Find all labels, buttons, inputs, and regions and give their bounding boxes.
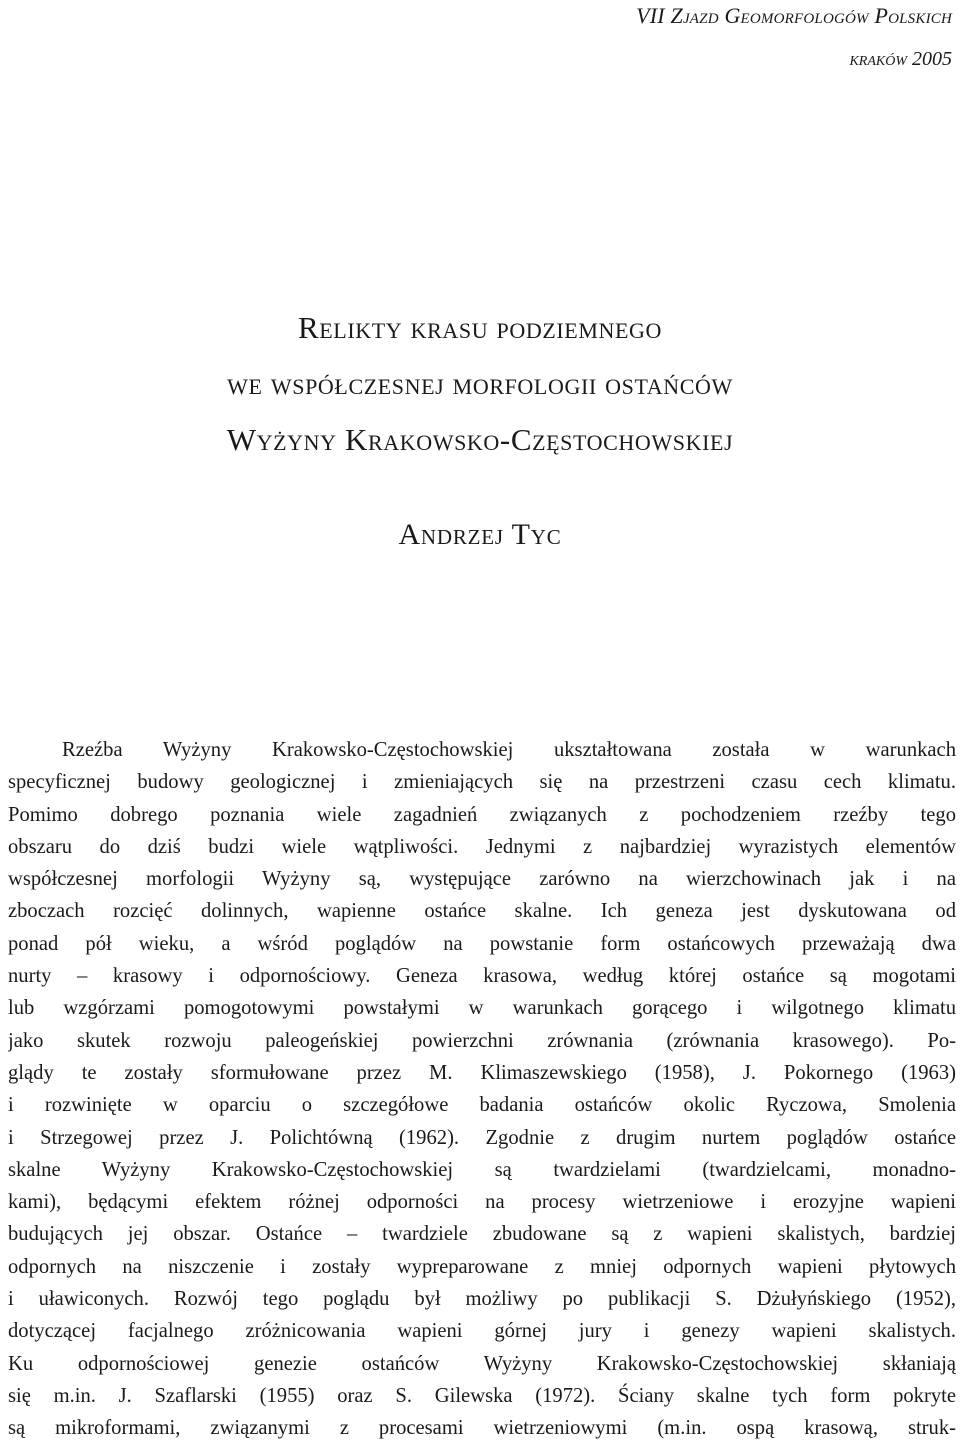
- abstract-line: ponad pół wieku, a wśród poglądów na powstanie form ostańcowych przeważają dwa: [8, 932, 956, 955]
- abstract-line: współczesnej morfologii Wyżyny są, występujące zarówno na wierzchowinach jak i na: [8, 868, 956, 891]
- abstract-line: nurty – krasowy i odpornościowy. Geneza krasowa, według której ostańce są mogotami: [8, 965, 956, 988]
- conference-place-year: kraków 2005: [849, 48, 952, 70]
- abstract-line: zboczach rozcięć dolinnych, wapienne ostańce skalne. Ich geneza jest dyskutowana od: [8, 900, 956, 923]
- abstract-line: kami), będącymi efektem różnej odporności na procesy wietrzeniowe i erozyjne wapieni: [8, 1191, 956, 1214]
- abstract-body: [8, 734, 956, 1445]
- abstract-line: są mikroformami, związanymi z procesami wietrzeniowymi (m.in. ospą krasową, struk-: [8, 1417, 956, 1440]
- author-name: Andrzej Tyc: [398, 518, 562, 551]
- abstract-line: skalne Wyżyny Krakowsko-Częstochowskiej są twardzielami (twardzielcami, monadno-: [8, 1158, 956, 1181]
- title-line: Wyżyny Krakowsko-Częstochowskiej: [226, 422, 734, 457]
- abstract-line: obszaru do dziś budzi wiele wątpliwości. Jednymi z najbardziej wyrazistych elementów: [8, 835, 956, 858]
- article-title: [0, 300, 960, 468]
- abstract-line: dotyczącej facjalnego zróżnicowania wapieni górnej jury i genezy wapieni skalistych.: [8, 1320, 956, 1343]
- abstract-line: specyficznej budowy geologicznej i zmieniających się na przestrzeni czasu cech klimatu.: [8, 771, 956, 794]
- abstract-line: i rozwinięte w oparciu o szczegółowe badania ostańców okolic Ryczowa, Smolenia: [8, 1094, 956, 1117]
- abstract-line: Pomimo dobrego poznania wiele zagadnień związanych z pochodzeniem rzeźby tego: [8, 803, 956, 826]
- abstract-line: jako skutek rozwoju paleogeńskiej powierzchni zrównania (zrównania krasowego). Po-: [8, 1029, 956, 1052]
- abstract-line: się m.in. J. Szaflarski (1955) oraz S. Gilewska (1972). Ściany skalne tych form pokryte: [8, 1384, 956, 1407]
- conference-name: VII Zjazd Geomorfologów Polskich: [636, 3, 952, 28]
- abstract-line: lub wzgórzami pomogotowymi powstałymi w warunkach gorącego i wilgotnego klimatu: [8, 997, 956, 1020]
- title-line: Relikty krasu podziemnego: [297, 310, 663, 345]
- abstract-line: glądy te zostały sformułowane przez M. Klimaszewskiego (1958), J. Pokornego (1963): [8, 1061, 956, 1084]
- abstract-line: i Strzegowej przez J. Polichtówną (1962). Zgodnie z drugim nurtem poglądów ostańce: [8, 1126, 956, 1149]
- title-line: we współczesnej morfologii ostańców: [227, 366, 733, 401]
- abstract-line: i uławiconych. Rozwój tego poglądu był możliwy po publikacji S. Dżułyńskiego (1952),: [8, 1288, 956, 1311]
- abstract-line: Ku odpornościowej genezie ostańców Wyżyny Krakowsko-Częstochowskiej skłaniają: [8, 1352, 956, 1375]
- abstract-line: budujących jej obszar. Ostańce – twardziele zbudowane są z wapieni skalistych, bardziej: [8, 1223, 956, 1246]
- abstract-line: odpornych na niszczenie i zostały wypreparowane z mniej odpornych wapieni płytowych: [8, 1255, 956, 1278]
- running-header: [452, 0, 952, 80]
- abstract-line: Rzeźba Wyżyny Krakowsko-Częstochowskiej ukształtowana została w warunkach: [62, 739, 956, 761]
